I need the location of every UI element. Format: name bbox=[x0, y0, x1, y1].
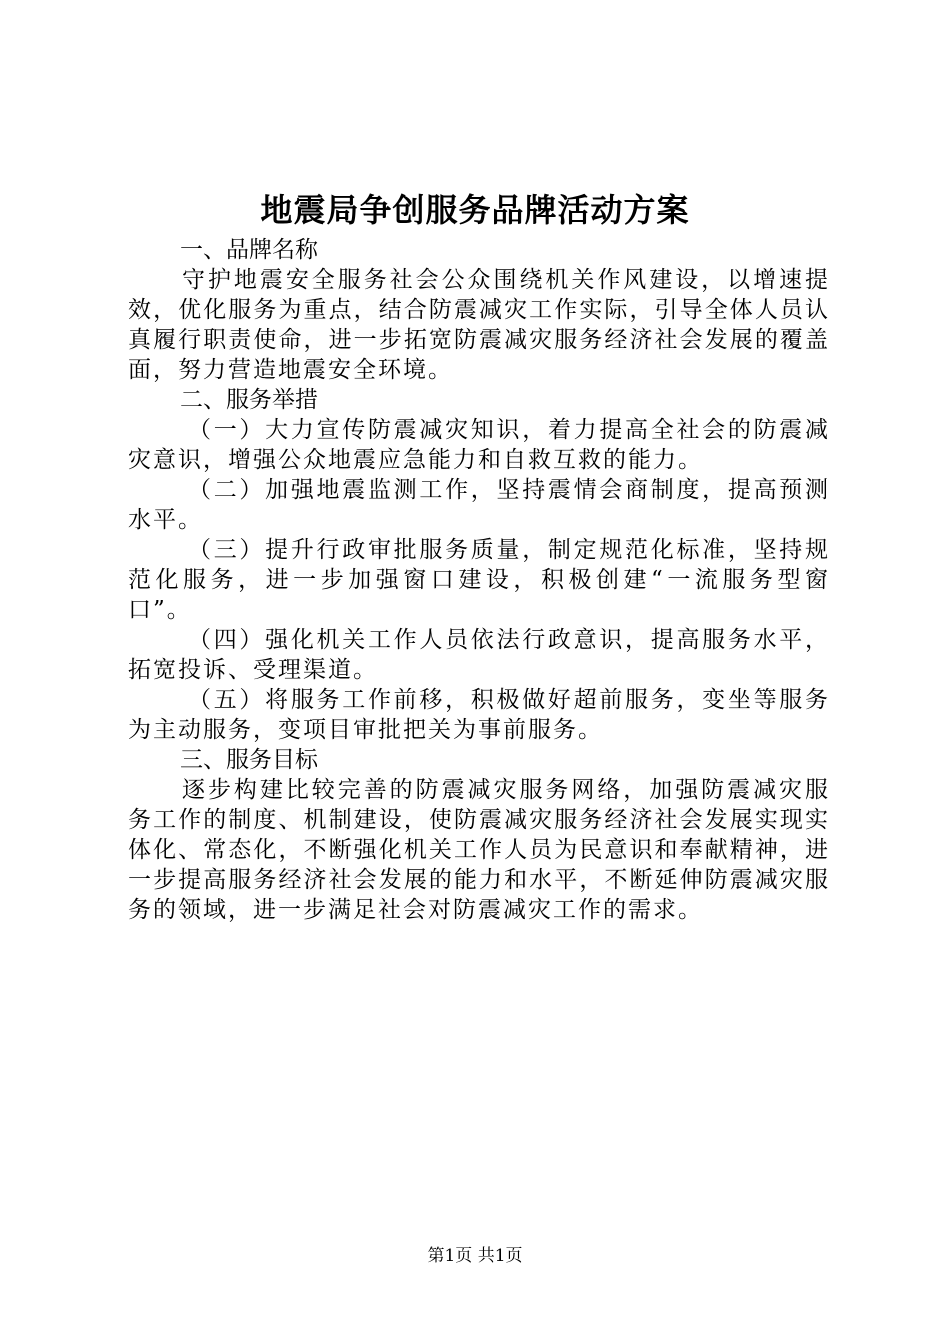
section-heading-service-goals: 三、服务目标 bbox=[180, 747, 318, 773]
document-title: 地震局争创服务品牌活动方案 bbox=[260, 191, 690, 229]
section-heading-service-measures: 二、服务举措 bbox=[180, 387, 318, 413]
document-body bbox=[128, 235, 830, 925]
paragraph-measure-5: （五）将服务工作前移，积极做好超前服务，变坐等服务为主动服务，变项目审批把关为事前服务。 bbox=[128, 687, 830, 743]
paragraph-service-goals: 逐步构建比较完善的防震减灾服务网络，加强防震减灾服务工作的制度、机制建设，使防震减灾服务经济社会发展实现实体化、常态化，不断强化机关工作人员为民意识和奉献精神，进一步提高服务经济社会发展的能力和水平，不断延伸防震减灾服务的领域，进一步满足社会对防震减灾工作的需求。 bbox=[128, 777, 830, 923]
paragraph-measure-4: （四）强化机关工作人员依法行政意识，提高服务水平，拓宽投诉、受理渠道。 bbox=[128, 627, 830, 683]
paragraph-measure-2: （二）加强地震监测工作，坚持震情会商制度，提高预测水平。 bbox=[128, 477, 830, 533]
paragraph-brand-description: 守护地震安全服务社会公众围绕机关作风建设，以增速提效，优化服务为重点，结合防震减灾工作实际，引导全体人员认真履行职责使命，进一步拓宽防震减灾服务经济社会发展的覆盖面，努力营造地震安全环境。 bbox=[128, 267, 830, 383]
paragraph-measure-3: （三）提升行政审批服务质量，制定规范化标准，坚持规范化服务，进一步加强窗口建设，积极创建“一流服务型窗口”。 bbox=[128, 537, 830, 623]
paragraph-measure-1: （一）大力宣传防震减灾知识，着力提高全社会的防震减灾意识，增强公众地震应急能力和自救互救的能力。 bbox=[128, 417, 830, 473]
page-number-footer: 第1页 共1页 bbox=[427, 1246, 523, 1266]
section-heading-brand-name: 一、品牌名称 bbox=[180, 237, 318, 263]
